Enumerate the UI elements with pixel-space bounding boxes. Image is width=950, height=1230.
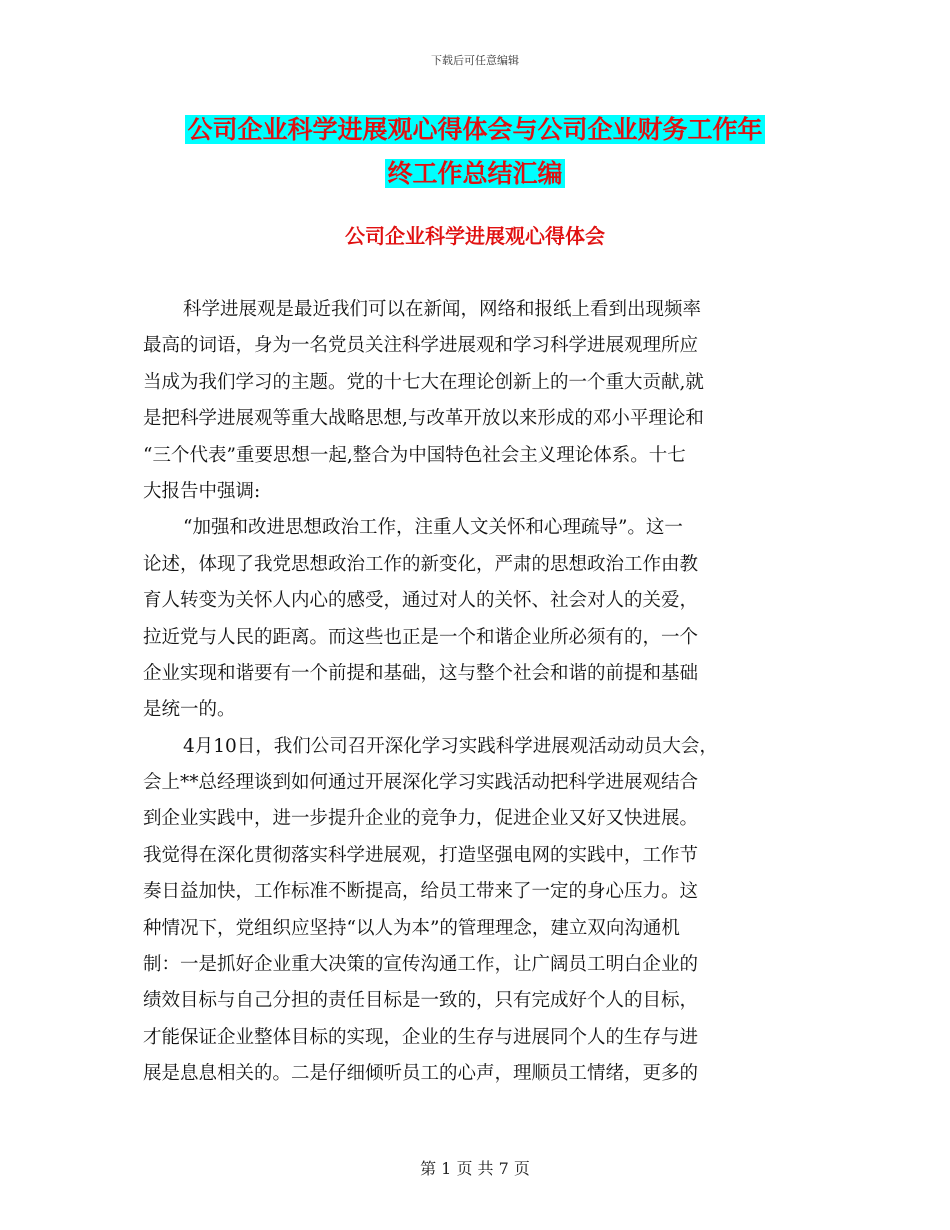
- body-line: “三个代表”重要思想一起,整合为中国特色社会主义理论体系。十七: [143, 444, 686, 466]
- body-line: 4月10日，我们公司召开深化学习实践科学进展观活动动员大会，: [183, 735, 718, 757]
- document-title: [0, 108, 950, 196]
- body-line: 制：一是抓好企业重大决策的宣传沟通工作，让广阔员工明白企业的: [143, 954, 699, 976]
- body-line: 才能保证企业整体目标的实现，企业的生存与进展同个人的生存与进: [143, 1026, 699, 1048]
- body-line: 是统一的。: [143, 699, 236, 721]
- body-line: “加强和改进思想政治工作，注重人文关怀和心理疏导”。这一: [183, 517, 683, 539]
- document-title-line-2: 终工作总结汇编: [387, 159, 563, 188]
- page-footer: 第 1 页 共 7 页: [420, 1159, 530, 1178]
- body-line: 论述，体现了我党思想政治工作的新变化，严肃的思想政治工作由教: [143, 553, 699, 575]
- body-line: 到企业实践中，进一步提升企业的竞争力，促进企业又好又快进展。: [143, 808, 699, 830]
- body-line: 最高的词语，身为一名党员关注科学进展观和学习科学进展观理所应: [143, 335, 699, 357]
- body-line: 大报告中强调:: [143, 480, 261, 502]
- section-title: 公司企业科学进展观心得体会: [345, 224, 605, 248]
- page-header-note: 下载后可任意编辑: [431, 54, 519, 67]
- document-title-line-1: 公司企业科学进展观心得体会与公司企业财务工作年: [187, 115, 763, 144]
- body-line: 育人转变为关怀人内心的感受，通过对人的关怀、社会对人的关爱，: [143, 590, 699, 612]
- body-line: 企业实现和谐要有一个前提和基础，这与整个社会和谐的前提和基础: [143, 662, 699, 684]
- body-line: 是把科学进展观等重大战略思想,与改革开放以来形成的邓小平理论和: [143, 408, 704, 430]
- body-line: 科学进展观是最近我们可以在新闻，网络和报纸上看到出现频率: [183, 299, 702, 320]
- body-line: 我觉得在深化贯彻落实科学进展观，打造坚强电网的实践中，工作节: [143, 844, 699, 866]
- body-line: 当成为我们学习的主题。党的十七大在理论创新上的一个重大贡献,就: [143, 371, 704, 393]
- body-line: 绩效目标与自己分担的责任目标是一致的，只有完成好个人的目标，: [143, 990, 699, 1012]
- body-line: 会上**总经理谈到如何通过开展深化学习实践活动把科学进展观结合: [143, 772, 699, 794]
- body-line: 种情况下，党组织应坚持“以人为本”的管理理念，建立双向沟通机: [143, 917, 680, 939]
- body-line: 奏日益加快，工作标准不断提高，给员工带来了一定的身心压力。这: [143, 881, 699, 903]
- body-text: [143, 292, 805, 1093]
- body-line: 拉近党与人民的距离。而这些也正是一个和谐企业所必须有的，一个: [143, 626, 699, 648]
- body-line: 展是息息相关的。二是仔细倾听员工的心声，理顺员工情绪，更多的: [143, 1063, 699, 1085]
